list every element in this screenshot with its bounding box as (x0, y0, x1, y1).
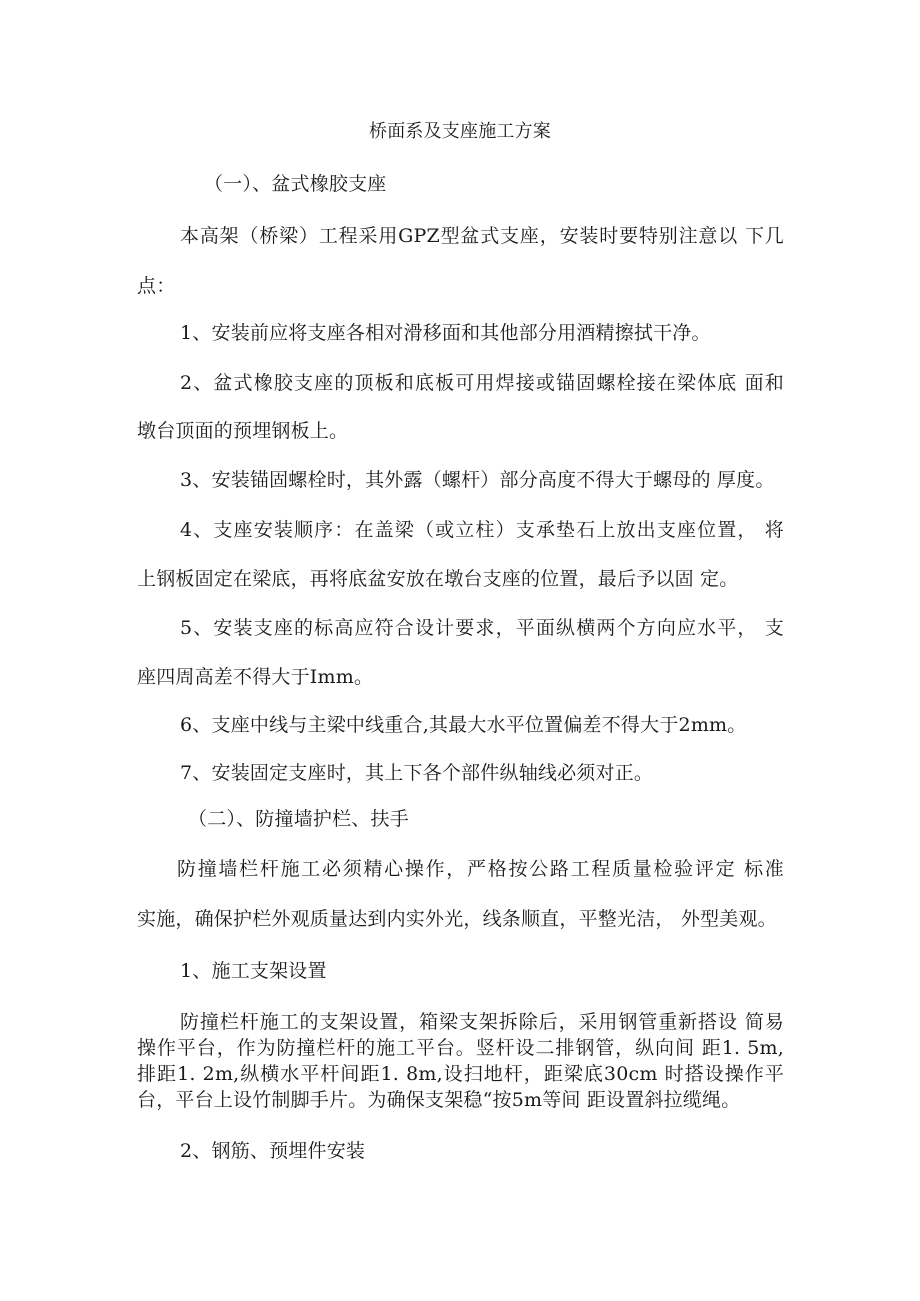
list-item-continuation: 墩台顶面的预埋钢板上。 (137, 420, 349, 442)
paragraph-line: 台，平台上设竹制脚手片。为确保支架稳“按5m等间 距设置斜拉缆绳。 (137, 1089, 741, 1111)
document-title: 桥面系及支座施工方案 (369, 121, 551, 142)
subsection-heading-1: 1、施工支架设置 (180, 960, 327, 982)
list-item-continuation: 上钢板固定在梁底，再将底盆安放在墩台支座的位置，最后予以固 定。 (137, 568, 739, 590)
paragraph-line: 点： (137, 275, 176, 297)
list-item: 5、安装支座的标高应符合设计要求，平面纵横两个方向应水平， 支 (180, 617, 784, 639)
paragraph-line: 防撞墙栏杆施工必须精心操作，严格按公路工程质量检验评定 标准 (177, 858, 784, 880)
section-heading-2: （二）、防撞墙护栏、扶手 (188, 808, 409, 830)
list-item: 7、安装固定支座时，其上下各个部件纵轴线必须对正。 (180, 762, 654, 784)
list-item: 3、安装锚固螺栓时，其外露（螺杆）部分高度不得大于螺母的 厚度。 (180, 469, 775, 491)
paragraph-line: 防撞栏杆施工的支架设置，箱梁支架拆除后，采用钢管重新搭设 简易 (180, 1011, 784, 1033)
paragraph-line: 实施，确保护栏外观质量达到内实外光，线条顺直，平整光洁， 外型美观。 (137, 908, 777, 930)
paragraph-line: 本高架（桥梁）工程采用GPZ型盆式支座，安装时要特别注意以 下几 (180, 225, 784, 247)
section-heading-1: （一）、盆式橡胶支座 (204, 173, 387, 195)
list-item: 6、支座中线与主梁中线重合,其最大水平位置偏差不得大于2mm。 (180, 714, 747, 736)
list-item: 1、安装前应将支座各相对滑移面和其他部分用酒精擦拭干净。 (180, 322, 711, 344)
paragraph-line: 排距1. 2m,纵横水平杆间距1. 8m,设扫地杆，距梁底30cm 时搭设操作平 (137, 1063, 784, 1085)
list-item: 2、盆式橡胶支座的顶板和底板可用焊接或锚固螺栓接在梁体底 面和 (180, 372, 784, 394)
list-item-continuation: 座四周高差不得大于Imm。 (137, 666, 374, 688)
subsection-heading-2: 2、钢筋、预埋件安装 (180, 1140, 366, 1162)
paragraph-line: 操作平台，作为防撞栏杆的施工平台。竖杆设二排钢管，纵向间 距1. 5m, (137, 1037, 784, 1059)
list-item: 4、支座安装顺序：在盖梁（或立柱）支承垫石上放出支座位置， 将 (180, 519, 784, 541)
